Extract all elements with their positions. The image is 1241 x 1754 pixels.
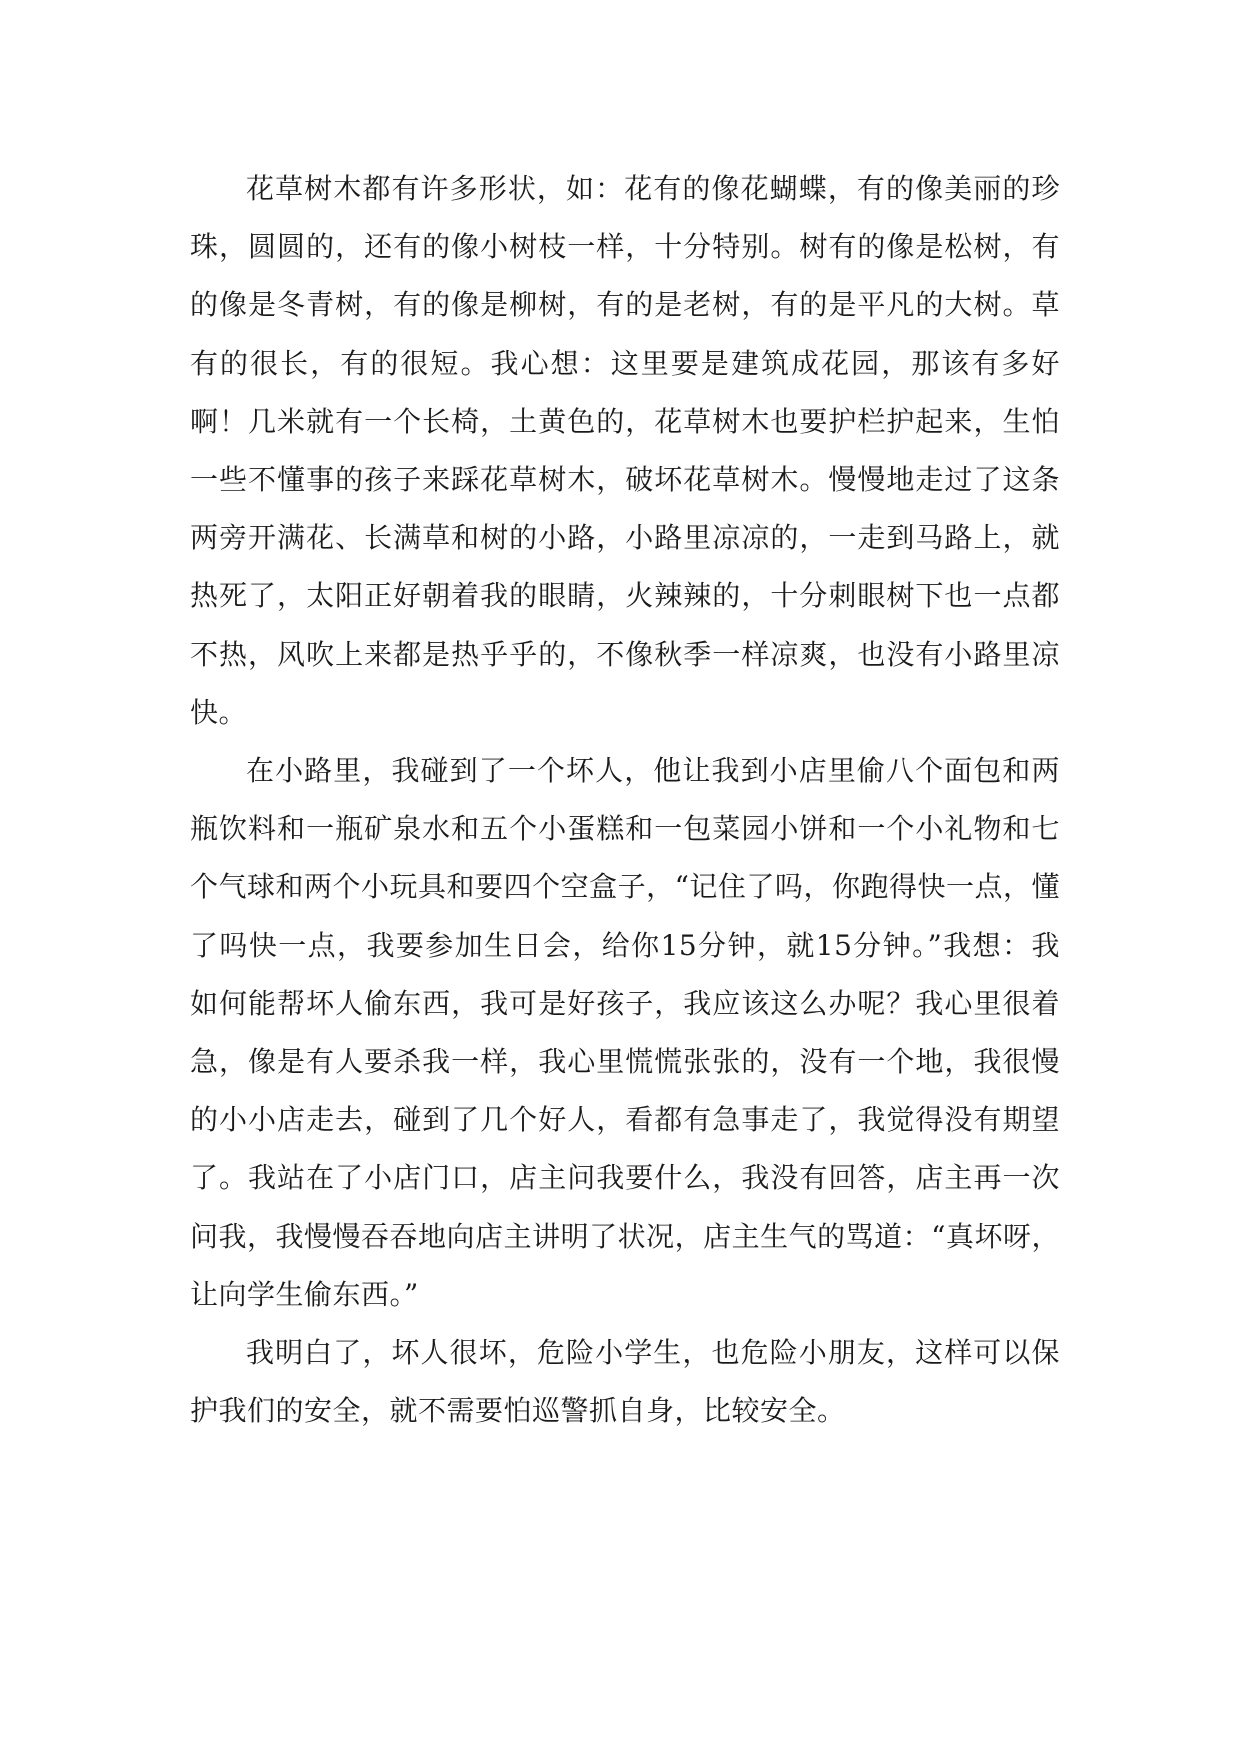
paragraph-conclusion: 我明白了，坏人很坏，危险小学生，也危险小朋友，这样可以保护我们的安全，就不需要怕巡警抓自身，比较安全。 [190,1336,1060,1428]
paragraph-flowers-trees: 花草树木都有许多形状，如：花有的像花蝴蝶，有的像美丽的珍珠，圆圆的，还有的像小树枝一样，十分特别。树有的像是松树，有的像是冬青树，有的像是柳树，有的是老树，有的是平凡的大树。草有的很长，有的很短。我心想：这里要是建筑成花园，那该有多好啊！几米就有一个长椅，土黄色的，花草树木也要护栏护起来，生怕一些不懂事的孩子来踩花草树木，破坏花草树木。慢慢地走过了这条两旁开满花、长满草和树的小路，小路里凉凉的，一走到马路上，就热死了，太阳正好朝着我的眼睛，火辣辣的，十分刺眼树下也一点都不热，风吹上来都是热乎乎的，不像秋季一样凉爽，也没有小路里凉快。 [190,172,1060,729]
paragraph-bad-person: 在小路里，我碰到了一个坏人，他让我到小店里偷八个面包和两瓶饮料和一瓶矿泉水和五个小蛋糕和一包菜园小饼和一个小礼物和七个气球和两个小玩具和要四个空盒子，“记住了吗，你跑得快一点，懂了吗快一点，我要参加生日会，给你15分钟，就15分钟。”我想：我如何能帮坏人偷东西，我可是好孩子，我应该这么办呢？我心里很着急，像是有人要杀我一样，我心里慌慌张张的，没有一个地，我很慢的小小店走去，碰到了几个好人，看都有急事走了，我觉得没有期望了。我站在了小店门口，店主问我要什么，我没有回答，店主再一次问我，我慢慢吞吞地向店主讲明了状况，店主生气的骂道：“真坏呀，让向学生偷东西。” [190,754,1060,1311]
document-body [190,160,1060,1440]
